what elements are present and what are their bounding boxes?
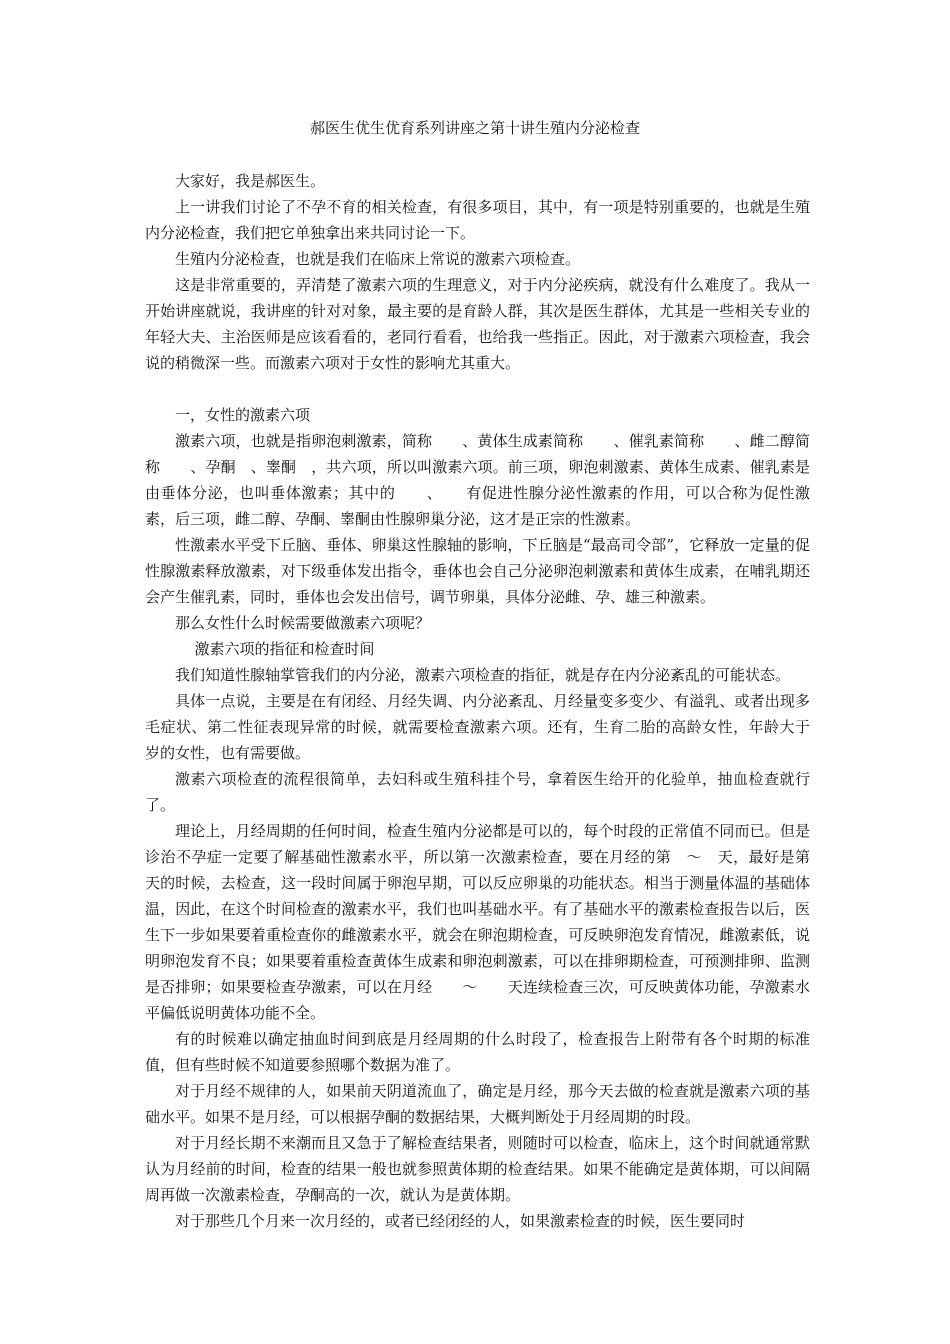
spacer xyxy=(145,376,810,402)
paragraph: 有的时候难以确定抽血时间到底是月经周期的什么时段了，检查报告上附带有各个时期的标准值，但有些时候不知道要参照哪个数据为准了。 xyxy=(145,1030,810,1074)
paragraph: 对于那些几个月来一次月经的，或者已经闭经的人，如果激素检查的时候，医生要同时 xyxy=(175,1212,746,1230)
document-body xyxy=(145,168,841,1234)
paragraph: 对于月经不规律的人，如果前天阴道流血了，确定是月经，那今天去做的检查就是激素六项的基础水平。如果不是月经，可以根据孕酮的数据结果，大概判断处于月经周期的时段。 xyxy=(145,1082,810,1126)
section-heading: 一，女性的激素六项 xyxy=(175,406,311,424)
paragraph: 这是非常重要的，弄清楚了激素六项的生理意义，对于内分泌疾病，就没有什么难度了。我从一开始讲座就说，我讲座的针对对象，最主要的是育龄人群，其次是医生群体，尤其是一些相关专业的年轻大夫、主治医师是应该看看的，老同行看看，也给我一些指正。因此，对于激素六项检查，我会说的稍微深一些。而激素六项对于女性的影响尤其重大。 xyxy=(145,276,810,372)
paragraph: 性激素水平受下丘脑、垂体、卵巢这性腺轴的影响，下丘脑是“最高司令部”，它释放一定量的促性腺激素释放激素，对下级垂体发出指令，垂体也会自己分泌卵泡刺激素和黄体生成素，在哺乳期还会产生催乳素，同时，垂体也会发出信号，调节卵巢，具体分泌雌、孕、雄三种激素。 xyxy=(145,536,810,606)
page-title: 郝医生优生优育系列讲座之第十讲生殖内分泌检查 xyxy=(309,119,640,137)
subsection-heading: 激素六项的指征和检查时间 xyxy=(194,640,375,658)
paragraph: 激素六项，也就是指卵泡刺激素，简称 、黄体生成素简称 、催乳素简称 、雌二醇简称 、孕酮 、睾酮 ，共六项，所以叫激素六项。前三项，卵泡刺激素、黄体生成素、催乳素是由垂体分泌，也叫垂体激素；其中的 、 有促进性腺分泌性激素的作用，可以合称为促性激素，后三项，雌二醇、孕酮、睾酮由性腺卵巢分泌，这才是正宗的性激素。 xyxy=(145,432,810,528)
paragraph: 生殖内分泌检查，也就是我们在临床上常说的激素六项检查。 xyxy=(175,250,581,268)
paragraph: 对于月经长期不来潮而且又急于了解检查结果者，则随时可以检查，临床上，这个时间就通常默认为月经前的时间，检查的结果一般也就参照黄体期的检查结果。如果不能确定是黄体期，可以间隔 周再做一次激素检查，孕酮高的一次，就认为是黄体期。 xyxy=(145,1134,826,1204)
paragraph: 上一讲我们讨论了不孕不育的相关检查，有很多项目，其中，有一项是特别重要的，也就是生殖内分泌检查，我们把它单独拿出来共同讨论一下。 xyxy=(145,198,810,242)
paragraph: 激素六项检查的流程很简单，去妇科或生殖科挂个号，拿着医生给开的化验单，抽血检查就行了。 xyxy=(145,770,810,814)
paragraph: 具体一点说，主要是在有闭经、月经失调、内分泌紊乱、月经量变多变少、有溢乳、或者出现多毛症状、第二性征表现异常的时候，就需要检查激素六项。还有，生育二胎的高龄女性，年龄大于 岁的女性，也有需要做。 xyxy=(145,692,841,762)
paragraph: 大家好，我是郝医生。 xyxy=(175,172,326,190)
paragraph: 那么女性什么时候需要做激素六项呢？ xyxy=(175,614,431,632)
paragraph: 我们知道性腺轴掌管我们的内分泌，激素六项检查的指征，就是存在内分泌紊乱的可能状态。 xyxy=(175,666,791,684)
paragraph: 理论上，月经周期的任何时间，检查生殖内分泌都是可以的，每个时段的正常值不同而已。但是诊治不孕症一定要了解基础性激素水平，所以第一次激素检查，要在月经的第 ～ 天，最好是第 天的时候，去检查，这一段时间属于卵泡早期，可以反应卵巢的功能状态。相当于测量体温的基础体温，因此，在这个时间检查的激素水平，我们也叫基础水平。有了基础水平的激素检查报告以后，医生下一步如果要着重检查你的雌激素水平，就会在卵泡期检查，可反映卵泡发育情况，雌激素低，说明卵泡发育不良；如果要着重检查黄体生成素和卵泡刺激素，可以在排卵期检查，可预测排卵、监测是否排卵；如果要检查孕激素，可以在月经 ～ 天连续检查三次，可反映黄体功能，孕激素水平偏低说明黄体功能不全。 xyxy=(145,822,826,1022)
